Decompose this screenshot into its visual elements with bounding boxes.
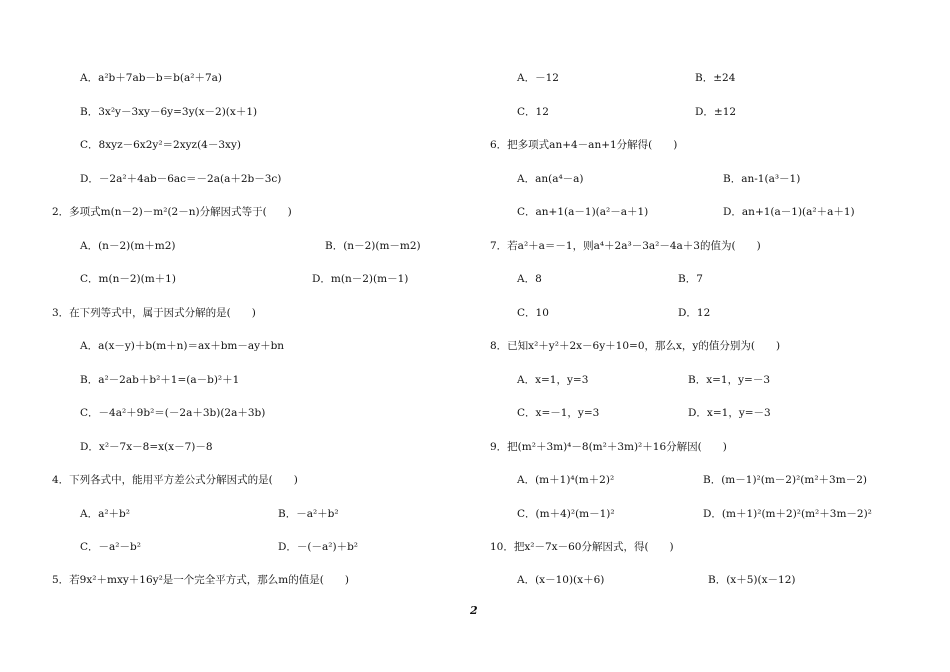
q1-option-c: C．8xyz－6x2y²＝2xyz(4－3xy)	[80, 139, 241, 151]
q2-option-c: C．m(n－2)(m＋1)	[80, 273, 176, 285]
q1-option-d: D．－2a²＋4ab－6ac＝－2a(a＋2b－3c)	[80, 173, 282, 185]
q9-option-b: B．(m－1)²(m－2)²(m²＋3m－2)	[703, 474, 867, 486]
q8-option-b: B．x=1，y=－3	[688, 374, 771, 386]
q5-stem: 5．若9x²＋mxy＋16y²是一个完全平方式，那么m的值是( )	[52, 574, 349, 586]
q7-option-a: A．8	[517, 273, 542, 285]
q9-option-d: D．(m＋1)²(m＋2)²(m²＋3m－2)²	[703, 508, 872, 520]
q8-option-d: D．x=1，y=－3	[688, 407, 771, 419]
q6-option-a: A．an(a⁴－a)	[517, 173, 584, 185]
q10-option-b: B．(x＋5)(x－12)	[708, 574, 796, 586]
q4-option-c: C．－a²－b²	[80, 541, 141, 553]
q1-option-a: A．a²b＋7ab－b＝b(a²＋7a)	[80, 72, 222, 84]
q7-option-c: C．10	[517, 307, 549, 319]
q9-option-c: C．(m＋4)²(m－1)²	[517, 508, 615, 520]
q6-option-d: D．an+1(a－1)(a²＋a＋1)	[723, 206, 855, 218]
q4-option-a: A．a²＋b²	[80, 508, 130, 520]
q4-option-b: B．－a²＋b²	[278, 508, 339, 520]
q2-option-d: D．m(n－2)(m－1)	[312, 273, 409, 285]
q5-option-c: C．12	[517, 106, 549, 118]
q4-option-d: D．－(－a²)＋b²	[278, 541, 359, 553]
q9-option-a: A．(m＋1)⁴(m＋2)²	[517, 474, 615, 486]
q5-option-a: A．－12	[517, 72, 559, 84]
q3-option-d: D．x²－7x－8=x(x－7)－8	[80, 441, 213, 453]
q2-option-a: A．(n－2)(m＋m2)	[80, 240, 176, 252]
q9-stem: 9．把(m²＋3m)⁴－8(m²＋3m)²＋16分解因( )	[490, 441, 727, 453]
q5-option-b: B．±24	[695, 72, 736, 84]
q1-option-b: B．3x²y－3xy－6y=3y(x－2)(x＋1)	[80, 106, 258, 118]
q6-option-b: B．an-1(a³－1)	[723, 173, 801, 185]
q10-stem: 10．把x²－7x－60分解因式，得( )	[490, 541, 674, 553]
page-number: 2	[470, 604, 478, 617]
q4-stem: 4．下列各式中，能用平方差公式分解因式的是( )	[52, 474, 298, 486]
q10-option-a: A．(x－10)(x＋6)	[517, 574, 605, 586]
q2-stem: 2．多项式m(n－2)－m²(2－n)分解因式等于( )	[52, 206, 292, 218]
q5-option-d: D．±12	[695, 106, 737, 118]
q7-option-d: D．12	[678, 307, 711, 319]
q3-option-c: C．－4a²＋9b²＝(－2a＋3b)(2a＋3b)	[80, 407, 266, 419]
q8-option-a: A．x=1，y=3	[517, 374, 589, 386]
q3-option-b: B．a²－2ab＋b²＋1=(a－b)²＋1	[80, 374, 240, 386]
q3-stem: 3．在下列等式中，属于因式分解的是( )	[52, 307, 256, 319]
q6-stem: 6．把多项式an+4－an+1分解得( )	[490, 139, 678, 151]
q8-option-c: C．x=－1，y=3	[517, 407, 600, 419]
q7-stem: 7．若a²＋a＝－1，则a⁴＋2a³－3a²－4a＋3的值为( )	[490, 240, 761, 252]
q6-option-c: C．an+1(a－1)(a²－a＋1)	[517, 206, 649, 218]
q2-option-b: B．(n－2)(m－m2)	[325, 240, 421, 252]
q3-option-a: A．a(x－y)＋b(m＋n)＝ax＋bm－ay＋bn	[80, 340, 285, 352]
q8-stem: 8．已知x²＋y²＋2x－6y＋10=0，那么x，y的值分别为( )	[490, 340, 781, 352]
q7-option-b: B．7	[678, 273, 703, 285]
